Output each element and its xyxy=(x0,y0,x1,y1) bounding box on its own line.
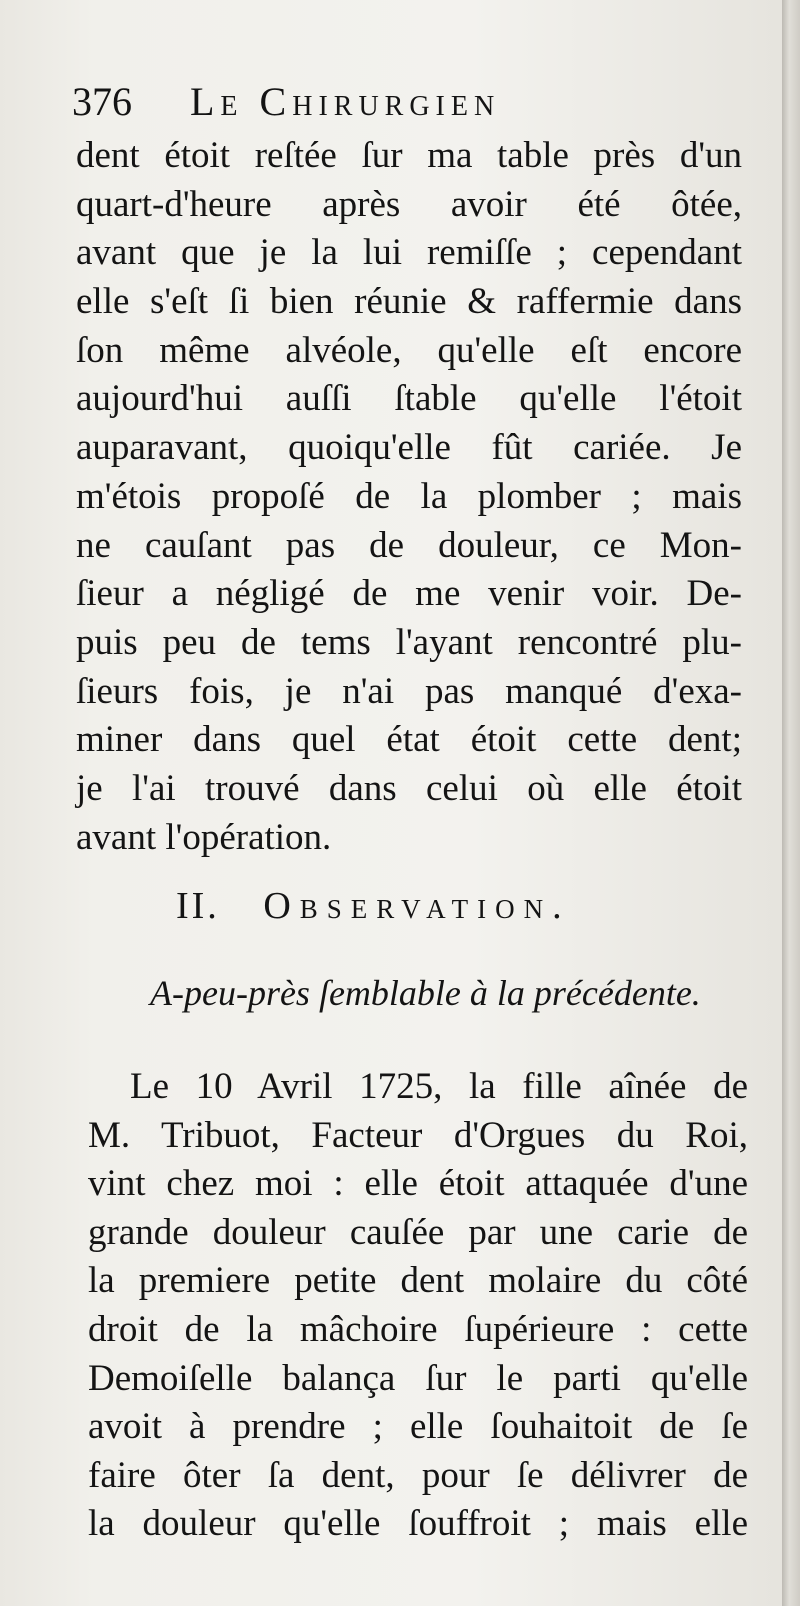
page-edge xyxy=(782,0,800,1606)
text-line: avant l'opération. xyxy=(76,816,332,858)
text-line: ſon même alvéole, qu'elle eſt encore xyxy=(76,329,742,371)
text-line: M. Tribuot, Facteur d'Orgues du Roi, xyxy=(88,1114,748,1156)
text-line: avoit à prendre ; elle ſouhaitoit de ſe xyxy=(88,1406,748,1448)
text-line: elle s'eſt ſi bien réunie & raffermie dans xyxy=(76,281,742,323)
text-line: Le 10 Avril 1725, la fille aînée de xyxy=(130,1066,748,1107)
page-number: 376 xyxy=(72,79,132,124)
text-line: ſieur a négligé de me venir voir. De- xyxy=(76,573,742,615)
section-subtitle: A-peu-près ſemblable à la précédente. xyxy=(150,973,701,1013)
text-line: droit de la mâchoire ſupérieure : cette xyxy=(88,1308,748,1350)
text-line: la douleur qu'elle ſouffroit ; mais elle xyxy=(88,1503,748,1545)
text-line: ne cauſant pas de douleur, ce Mon- xyxy=(76,524,742,566)
text-line: Demoiſelle balança ſur le parti qu'elle xyxy=(88,1357,748,1399)
text-line: m'étois propoſé de la plomber ; mais xyxy=(76,475,742,517)
text-line: auparavant, quoiqu'elle fût cariée. Je xyxy=(76,427,742,469)
section-title: Observation. xyxy=(263,885,571,927)
section-heading xyxy=(176,884,656,928)
text-line: puis peu de tems l'ayant rencontré plu- xyxy=(76,621,742,663)
section-number: II. xyxy=(176,885,220,927)
text-line: ſieurs fois, je n'ai pas manqué d'exa- xyxy=(76,670,742,712)
text-line: grande douleur cauſée par une carie de xyxy=(88,1211,748,1253)
running-header xyxy=(72,78,772,130)
text-line: miner dans quel état étoit cette dent; xyxy=(76,719,742,761)
text-line: la premiere petite dent molaire du côté xyxy=(88,1260,748,1302)
text-line: faire ôter ſa dent, pour ſe délivrer de xyxy=(88,1454,748,1496)
text-line: vint chez moi : elle étoit attaquée d'une xyxy=(88,1163,748,1205)
text-line: avant que je la lui remiſſe ; cependant xyxy=(76,232,742,274)
text-line: quart-d'heure après avoir été ôtée, xyxy=(76,183,742,225)
text-line: dent étoit reſtée ſur ma table près d'un xyxy=(76,135,742,176)
running-title: Le Chirurgien xyxy=(190,79,501,124)
paragraph-1 xyxy=(76,132,742,862)
text-line: je l'ai trouvé dans celui où elle étoit xyxy=(76,767,742,809)
text-line: aujourd'hui auſſi ſtable qu'elle l'étoit xyxy=(76,378,742,420)
paragraph-2 xyxy=(88,1063,748,1549)
